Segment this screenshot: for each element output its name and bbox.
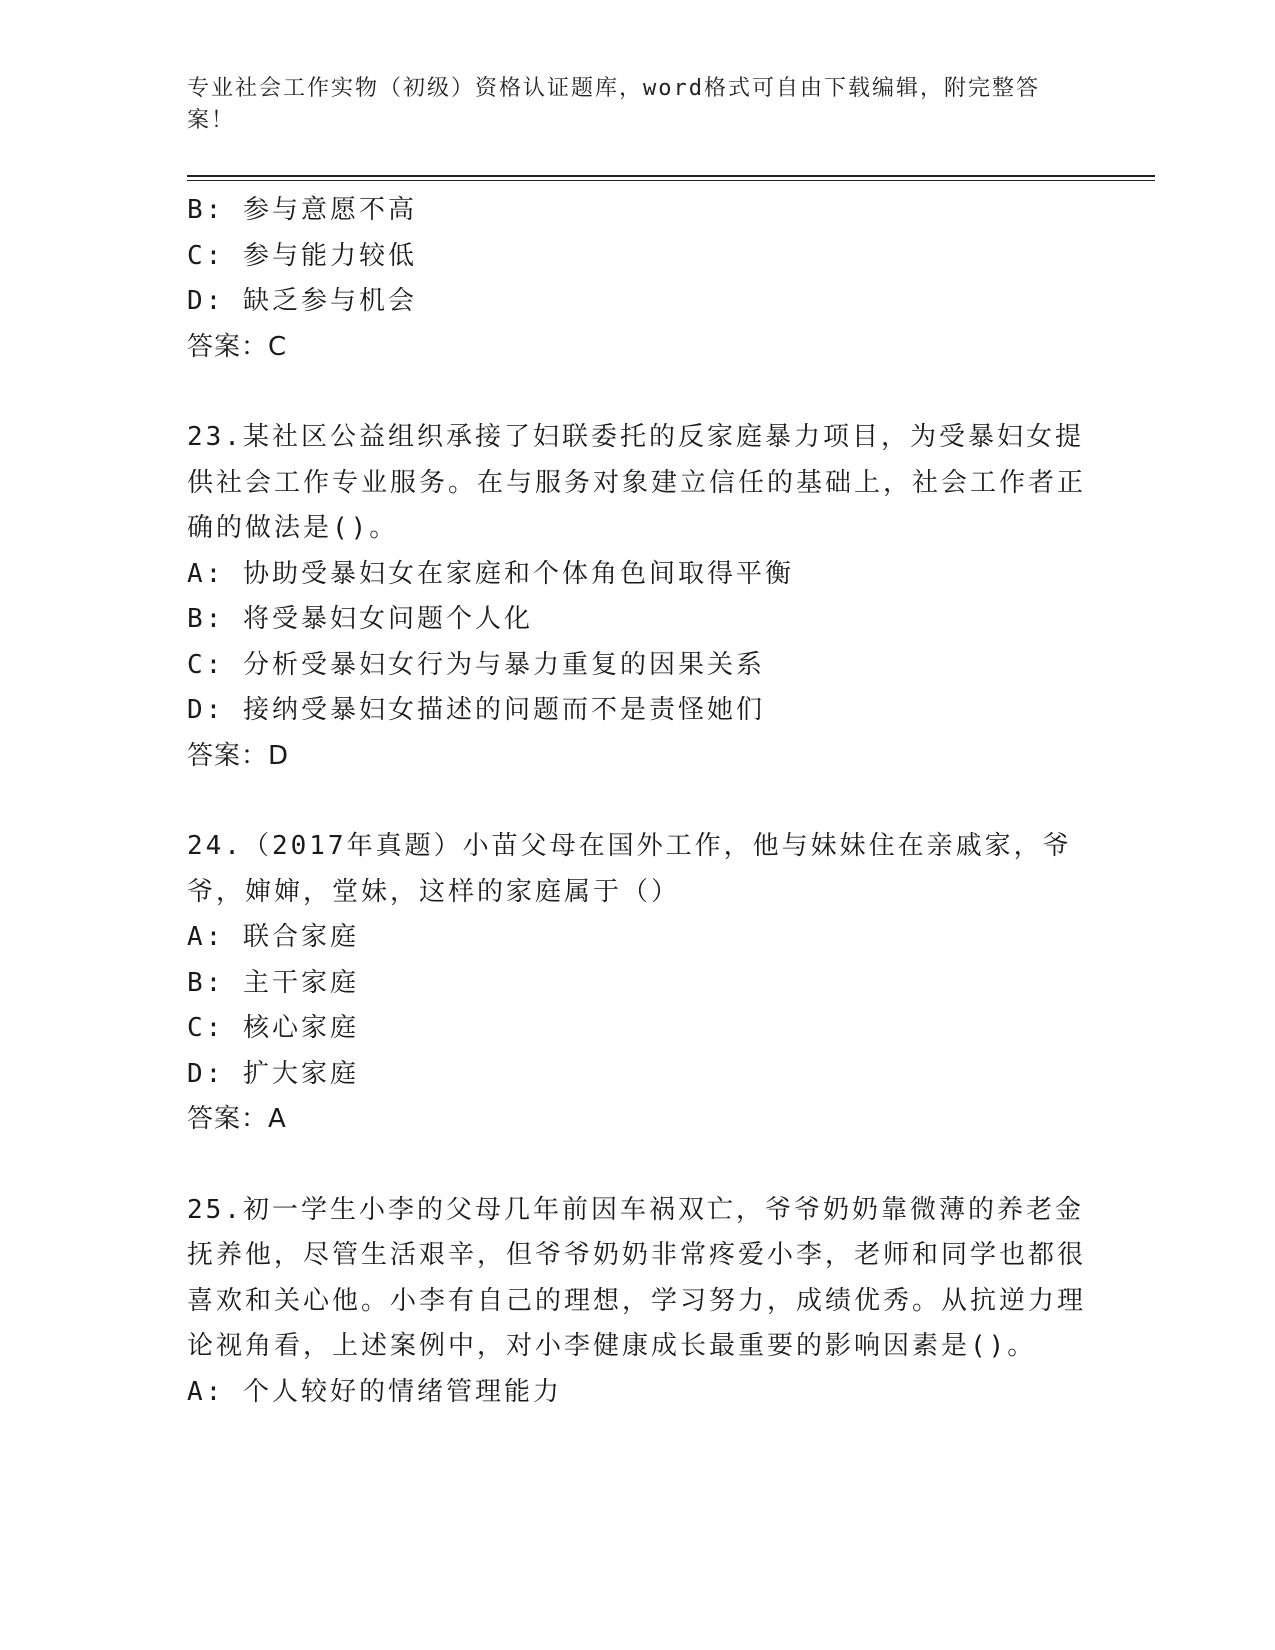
header-divider-top <box>187 175 1155 177</box>
question-stem: 23.某社区公益组织承接了妇联委托的反家庭暴力项目，为受暴妇女提供社会工作专业服务。在与服务对象建立信任的基础上，社会工作者正确的做法是()。 <box>187 422 1087 543</box>
option-item: A: 协助受暴妇女在家庭和个体角色间取得平衡 <box>187 558 794 589</box>
answer-line: 答案：A <box>187 1104 287 1134</box>
option-item: D: 接纳受暴妇女描述的问题而不是责怪她们 <box>187 695 765 725</box>
option-item: B: 主干家庭 <box>187 967 359 998</box>
option-item: C: 分析受暴妇女行为与暴力重复的因果关系 <box>187 649 765 680</box>
option-item: D: 缺乏参与机会 <box>187 286 417 316</box>
spacer <box>187 779 1087 824</box>
question-block <box>187 1188 1087 1416</box>
spacer <box>187 1143 1087 1188</box>
spacer <box>187 370 1087 415</box>
question-stem: 24.（2017年真题）小苗父母在国外工作，他与妹妹住在亲戚家，爷爷，婶婶，堂妹，这样的家庭属于（） <box>187 831 1072 907</box>
question-block <box>187 415 1087 779</box>
option-item: C: 核心家庭 <box>187 1013 359 1043</box>
answer-line: 答案：C <box>187 331 288 362</box>
option-item: C: 参与能力较低 <box>187 240 417 271</box>
option-item: A: 联合家庭 <box>187 922 359 952</box>
question-block <box>187 824 1087 1143</box>
header-divider-bottom <box>187 180 1155 181</box>
option-item: B: 将受暴妇女问题个人化 <box>187 604 533 634</box>
question-block <box>187 188 1087 370</box>
option-item: B: 参与意愿不高 <box>187 195 417 225</box>
answer-line: 答案：D <box>187 740 290 771</box>
question-list <box>187 188 1087 1415</box>
option-item: A: 个人较好的情绪管理能力 <box>187 1376 562 1407</box>
question-stem: 25.初一学生小李的父母几年前因车祸双亡，爷爷奶奶靠微薄的养老金抚养他，尽管生活艰辛，但爷爷奶奶非常疼爱小李，老师和同学也都很喜欢和关心他。小李有自己的理想，学习努力，成绩优秀。从抗逆力理论视角看，上述案例中，对小李健康成长最重要的影响因素是()。 <box>187 1194 1087 1361</box>
option-item: D: 扩大家庭 <box>187 1058 359 1089</box>
page-header: 专业社会工作实物（初级）资格认证题库，word格式可自由下载编辑，附完整答案！ <box>187 76 1040 133</box>
